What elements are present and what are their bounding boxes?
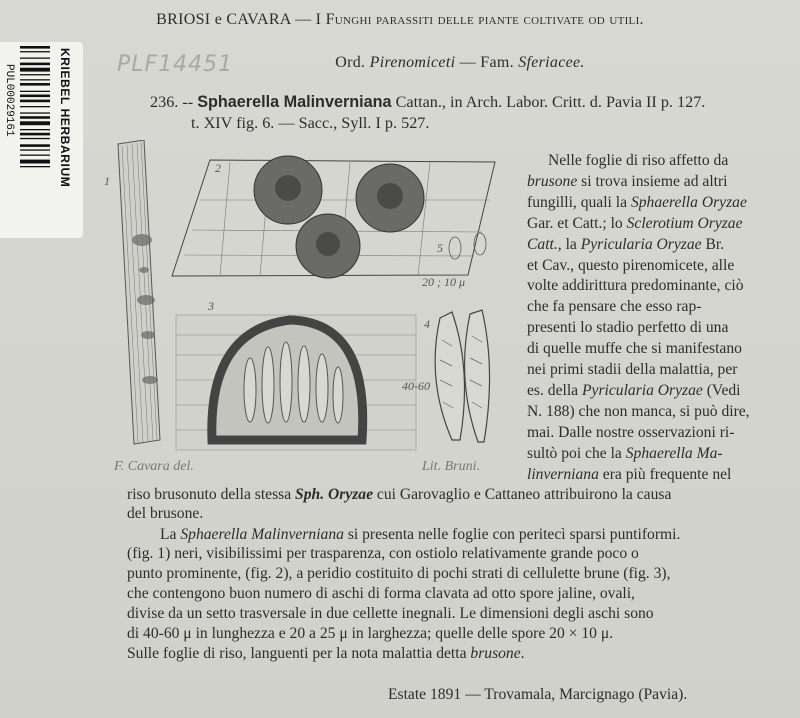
body-line: Sulle foglie di riso, languenti per la nota malattia detta brusone.: [127, 645, 525, 662]
body-line: del brusone.: [127, 505, 204, 522]
collection-footer: Estate 1891 — Trovamala, Marcignago (Pavia).: [388, 686, 688, 703]
right-column-line: N. 188) che non manca, si può dire,: [527, 402, 750, 420]
right-column-line: mai. Dalle nostre osservazioni ri-: [527, 423, 735, 441]
barcode-bar: [20, 68, 50, 72]
barcode-bar: [20, 79, 50, 80]
barcode-bar: [20, 144, 50, 147]
right-column-line: et Cav., questo pirenomicete, alle: [527, 256, 735, 274]
barcode-bar: [20, 121, 50, 125]
body-line: (fig. 1) neri, visibilissimi per trasparenza, con ostiolo relativamente grande poco o: [127, 545, 639, 562]
barcode-bar: [20, 106, 50, 107]
fig4-number: 4: [424, 317, 430, 331]
barcode-bar: [20, 83, 50, 86]
right-column-line: Gar. et Catt.; lo Sclerotium Oryzae: [527, 214, 743, 232]
signature-left: F. Cavara del.: [114, 459, 194, 474]
fig3-number: 3: [208, 299, 214, 313]
right-column-line: es. della Pyricularia Oryzae (Vedi: [527, 381, 741, 399]
header-series: — I Funghi parassiti delle piante coltivate od utili.: [295, 11, 644, 28]
fig1-number: 1: [104, 174, 110, 188]
right-column-line: presenti lo stadio perfetto di una: [527, 319, 729, 337]
right-column-line: brusone si trova insieme ad altri: [527, 172, 728, 190]
order-name: Pirenomiceti: [369, 54, 456, 71]
citation: Cattan., in Arch. Labor. Critt. d. Pavia II p. 127.: [395, 93, 706, 111]
right-column-line: fungilli, quali la Sphaerella Oryzae: [527, 193, 747, 211]
barcode-bar: [20, 74, 50, 75]
right-column-line: volte addirittura predominante, ciò: [527, 277, 744, 295]
right-column-line: Catt., la Pyricularia Oryzae Br.: [527, 235, 725, 253]
barcode-bar: [20, 166, 50, 167]
citation-line-2: t. XIV fig. 6. — Sacc., Syll. I p. 527.: [191, 114, 430, 132]
botanical-plate-illustration: [100, 140, 510, 480]
barcode-bar: [20, 95, 50, 98]
body-line: La Sphaerella Malinverniana si presenta nelle foglie con peritecì sparsi puntiformi.: [160, 526, 681, 543]
barcode-bar: [20, 138, 50, 139]
barcode-number: PUL00029161: [3, 64, 15, 137]
right-column-line: Nelle foglie di riso affetto da: [548, 152, 729, 169]
scale-spores: 20 ; 10 μ: [422, 275, 466, 289]
barcode-bar: [20, 155, 50, 156]
fig1-leaf-strip: [104, 140, 160, 444]
fig5-number: 5: [437, 241, 443, 255]
barcode-bar: [20, 63, 50, 66]
body-line: riso brusonuto della stessa Sph. Oryzae cui Garovaglio e Cattaneo attribuirono la causa: [127, 486, 672, 503]
body-line: che contengono buon numero di aschi di forma clavata ad otto spore jaline, ovali,: [127, 585, 635, 602]
barcode-bar: [20, 133, 50, 136]
barcode-bar: [20, 129, 50, 130]
fig3-section: [176, 299, 416, 450]
fig2-perithecia: [172, 156, 495, 289]
barcode-bar: [20, 160, 50, 164]
series-header: [0, 11, 800, 29]
classification-line: Ord. Pirenomiceti — Fam. Sferiacee.: [335, 54, 585, 71]
barcode-bar: [20, 58, 50, 59]
accession-stamp: PLF14451: [117, 52, 234, 77]
barcode-label: [0, 42, 83, 238]
signature-right: Lit. Bruni.: [422, 459, 480, 474]
right-column-line: di quelle muffe che si manifestano: [527, 340, 742, 358]
entry-number: 236. --: [150, 93, 194, 111]
barcode-bar: [20, 149, 50, 150]
barcode-bar: [20, 116, 50, 119]
barcode-bar: [20, 46, 50, 49]
entry-title: [150, 93, 705, 112]
right-column-line: sultò poi che la Sphaerella Ma-: [527, 444, 723, 462]
herbarium-name: KRIEBEL HERBARIUM: [58, 48, 72, 188]
right-column-line: nei primi stadii della malattia, per: [527, 361, 738, 378]
right-column-line: linverniana era più frequente nel: [527, 465, 732, 483]
body-line: di 40-60 μ in lunghezza e 20 a 25 μ in larghezza; quelle delle spore 20 × 10 μ.: [127, 625, 614, 642]
scale-asci: 40-60: [402, 379, 430, 393]
barcode-bar: [20, 112, 50, 113]
body-line: punto prominente, (fig. 2), a peridio costituito di pochi strati di cellulette brune (fig. 3),: [127, 565, 671, 582]
barcode-image: [20, 46, 50, 196]
right-column-line: che fa pensare che esso rap-: [527, 298, 702, 316]
barcode-bar: [20, 100, 50, 103]
species-name: Sphaerella Malinverniana: [197, 93, 392, 111]
family-name: Sferiacee.: [518, 54, 585, 71]
header-authors: BRIOSI e CAVARA: [156, 11, 291, 28]
body-line: divise da un setto trasversale in due cellette inegnali. Le dimensioni degli aschi sono: [127, 605, 654, 622]
barcode-bar: [20, 51, 50, 52]
barcode-bar: [20, 91, 50, 92]
fig2-number: 2: [215, 161, 221, 175]
